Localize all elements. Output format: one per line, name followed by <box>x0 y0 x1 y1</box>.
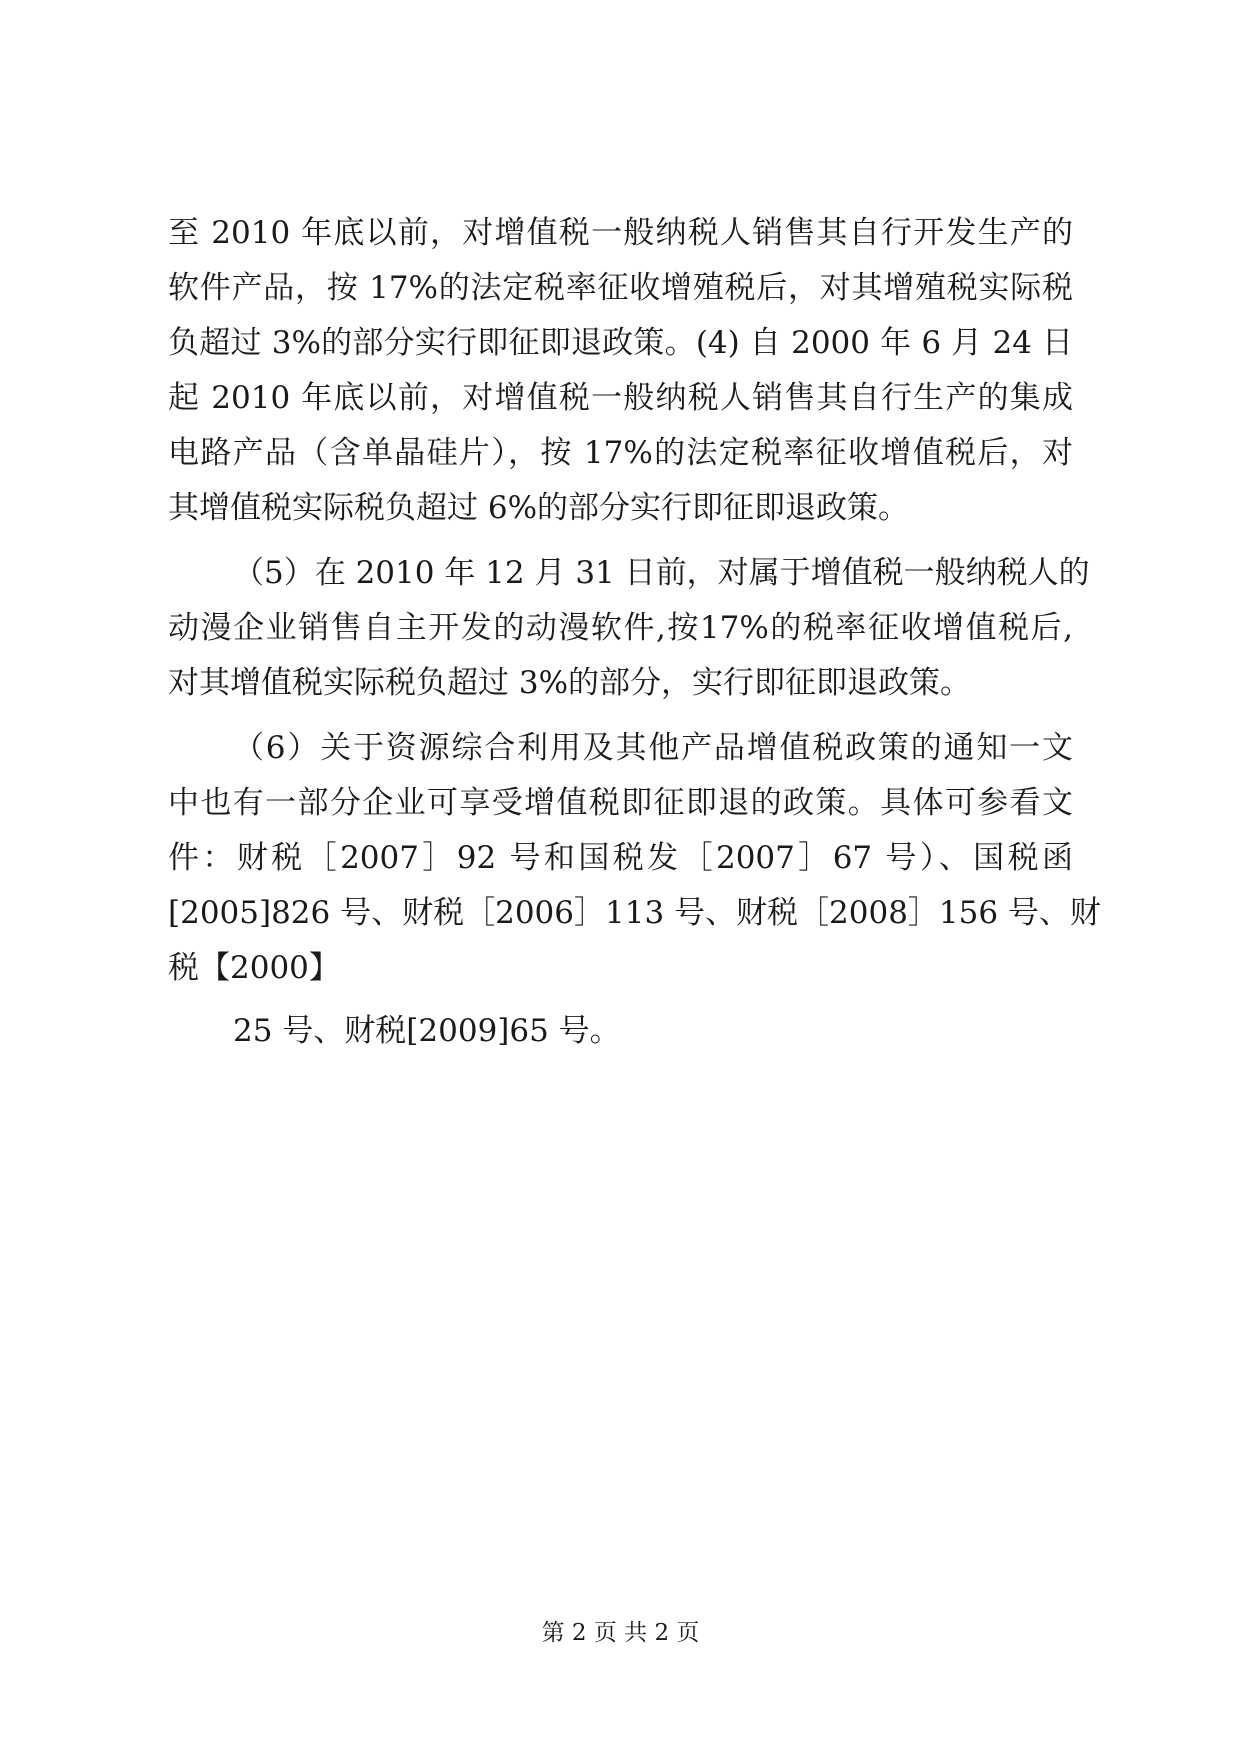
text-line-2: 软件产品，按 17%的法定税率征收增殖税后，对其增殖税实际税 <box>168 270 1073 306</box>
text-line-6: 其增值税实际税负超过 6%的部分实行即征即退政策。 <box>168 490 910 526</box>
text-line-13: [2005]826 号、财税［2006］113 号、财税［2008］156 号、财 <box>168 895 1101 931</box>
text-line-11: 中也有一部分企业可享受增值税即征即退的政策。具体可参看文 <box>168 785 1073 821</box>
text-line-9: 对其增值税实际税负超过 3%的部分，实行即征即退政策。 <box>168 665 972 701</box>
text-line-1: 至 2010 年底以前，对增值税一般纳税人销售其自行开发生产的 <box>168 215 1073 251</box>
text-line-5: 电路产品（含单晶硅片），按 17%的法定税率征收增值税后，对 <box>168 435 1073 471</box>
text-line-15: 25 号、财税[2009]65 号。 <box>233 1013 621 1049</box>
text-line-12: 件：财税［2007］92 号和国税发［2007］67 号）、国税函 <box>168 840 1073 876</box>
text-line-10: （6）关于资源综合利用及其他产品增值税政策的通知一文 <box>233 730 1073 766</box>
text-line-3: 负超过 3%的部分实行即征即退政策。(4) 自 2000 年 6 月 24 日 <box>168 325 1073 361</box>
text-line-7: （5）在 2010 年 12 月 31 日前，对属于增值税一般纳税人的 <box>233 555 1090 591</box>
page-footer: 第 2 页 共 2 页 <box>541 1620 700 1646</box>
text-line-14: 税【2000】 <box>168 950 340 986</box>
text-line-8: 动漫企业销售自主开发的动漫软件,按17%的税率征收增值税后, <box>168 610 1073 646</box>
text-line-4: 起 2010 年底以前，对增值税一般纳税人销售其自行生产的集成 <box>168 380 1073 416</box>
